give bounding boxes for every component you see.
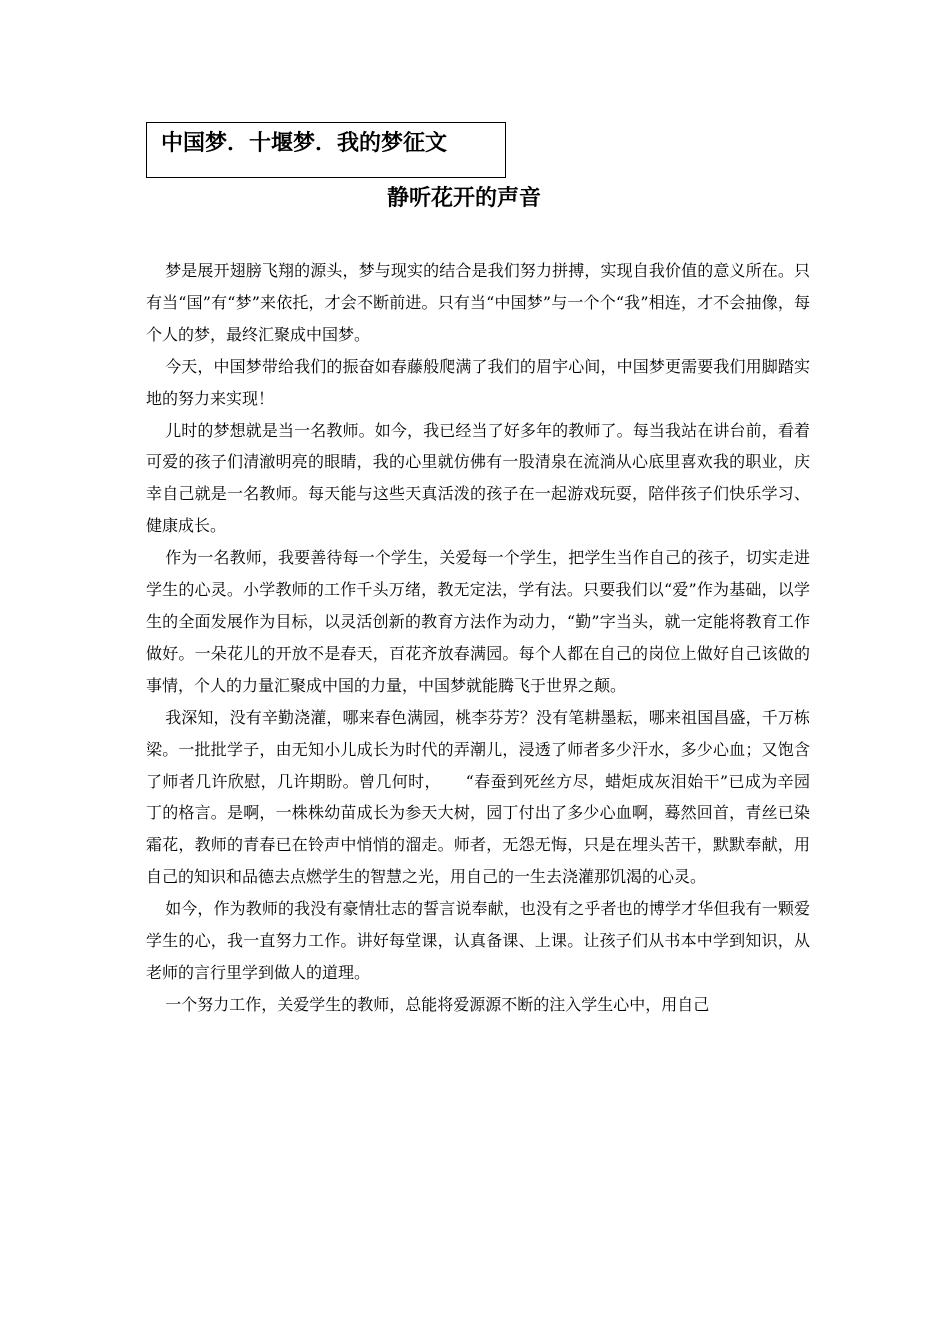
paragraph: 如今，作为教师的我没有豪情壮志的誓言说奉献，也没有之乎者也的博学才华但我有一颗爱学生的心，我一直努力工作。讲好每堂课，认真备课、上课。让孩子们从书本中学到知识，从老师的言行里学到做人的道理。 <box>146 899 810 982</box>
essay-contest-label: 中国梦．十堰梦．我的梦征文 <box>161 131 448 156</box>
article-title: 静听花开的声音 <box>387 186 542 211</box>
article-body <box>146 255 810 1021</box>
paragraph: 一个努力工作，关爱学生的教师，总能将爱源源不断的注入学生心中，用自己 <box>165 994 710 1014</box>
paragraph: 梦是展开翅膀飞翔的源头，梦与现实的结合是我们努力拼搏，实现自我价值的意义所在。只有当“国”有“梦”来依托，才会不断前进。只有当“中国梦”与一个个“我”相连，才不会抽像，每个人的梦，最终汇聚成中国梦。 <box>146 261 810 344</box>
paragraph: 今天，中国梦带给我们的振奋如春藤般爬满了我们的眉宇心间，中国梦更需要我们用脚踏实地的努力来实现！ <box>146 356 810 408</box>
paragraph: 我深知，没有辛勤浇灌，哪来春色满园，桃李芬芳？没有笔耕墨耘，哪来祖国昌盛，千万栋梁。一批批学子，由无知小儿成长为时代的弄潮儿，浸透了师者多少汗水，多少心血；又饱含了师者几许欣慰，几许期盼。曾几何时， “春蚕到死丝方尽，蜡炬成灰泪始干”已成为辛园丁的格言。是啊，一株株幼苗成长为参天大树，园丁付出了多少心血啊，蓦然回首，青丝已染霜花，教师的青春已在铃声中悄悄的溜走。师者，无怨无悔，只是在埋头苦干，默默奉献，用自己的知识和品德去点燃学生的智慧之光，用自己的一生去浇灌那饥渴的心灵。 <box>146 707 810 887</box>
paragraph: 作为一名教师，我要善待每一个学生，关爱每一个学生，把学生当作自己的孩子，切实走进学生的心灵。小学教师的工作千头万绪，教无定法，学有法。只要我们以“爱”作为基础，以学生的全面发展作为目标，以灵活创新的教育方法作为动力，“勤”字当头，就一定能将教育工作做好。一朵花儿的开放不是春天，百花齐放春满园。每个人都在自己的岗位上做好自己该做的事情，个人的力量汇聚成中国的力量，中国梦就能腾飞于世界之颠。 <box>146 548 810 695</box>
essay-contest-header <box>146 122 506 178</box>
paragraph: 儿时的梦想就是当一名教师。如今，我已经当了好多年的教师了。每当我站在讲台前，看着可爱的孩子们清澈明亮的眼睛，我的心里就仿佛有一股清泉在流淌从心底里喜欢我的职业，庆幸自己就是一名教师。每天能与这些天真活泼的孩子在一起游戏玩耍，陪伴孩子们快乐学习、健康成长。 <box>146 420 810 536</box>
